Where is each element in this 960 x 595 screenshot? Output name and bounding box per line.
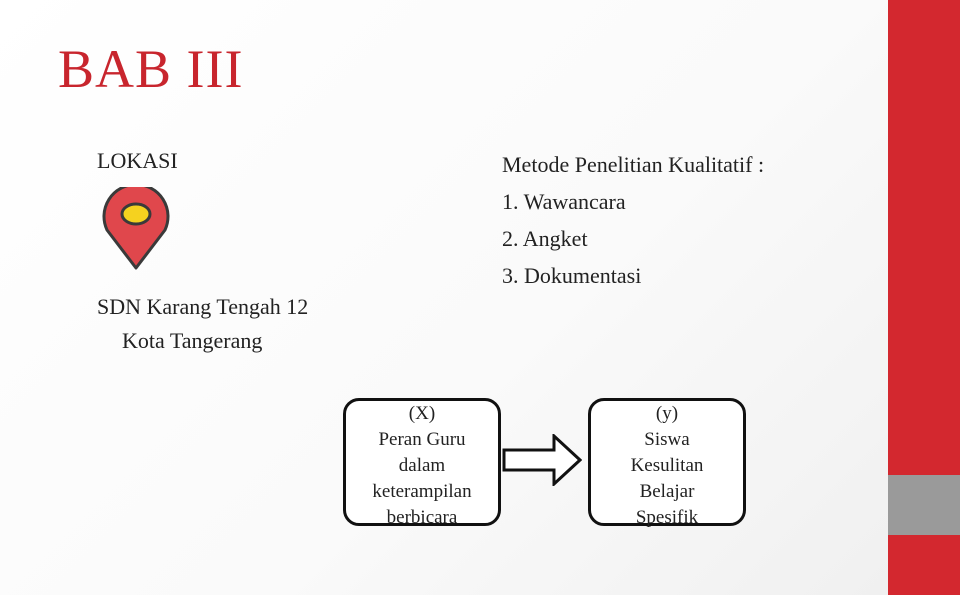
research-methods — [502, 146, 764, 294]
variable-x-line: (X) — [408, 403, 436, 424]
variable-y-line: (y) — [655, 403, 679, 424]
variable-y-line: Belajar — [639, 481, 695, 502]
variable-x-line: Peran Guru — [378, 429, 466, 450]
address-line-2: Kota Tangerang — [122, 328, 263, 353]
method-item: 3. Dokumentasi — [502, 263, 642, 288]
variable-y-line: Siswa — [644, 429, 690, 450]
map-pin-icon — [96, 187, 176, 271]
variable-x-box — [343, 398, 501, 526]
variable-x-line: dalam — [398, 455, 446, 476]
variable-y-line: Kesulitan — [630, 455, 704, 476]
variable-x-line: berbicara — [386, 507, 458, 528]
arrow-right-icon — [502, 434, 582, 486]
slide-title: BAB III — [58, 39, 244, 99]
side-gray-block — [888, 475, 960, 535]
variable-y-box — [588, 398, 746, 526]
school-address — [97, 290, 308, 358]
address-line-1: SDN Karang Tengah 12 — [97, 294, 309, 319]
variable-x-line: keterampilan — [372, 481, 472, 502]
variable-y-line: Spesifik — [635, 507, 699, 528]
location-label: LOKASI — [97, 148, 178, 173]
method-item: 1. Wawancara — [502, 189, 626, 214]
method-item: 2. Angket — [502, 226, 588, 251]
methods-heading: Metode Penelitian Kualitatif : — [502, 152, 765, 177]
